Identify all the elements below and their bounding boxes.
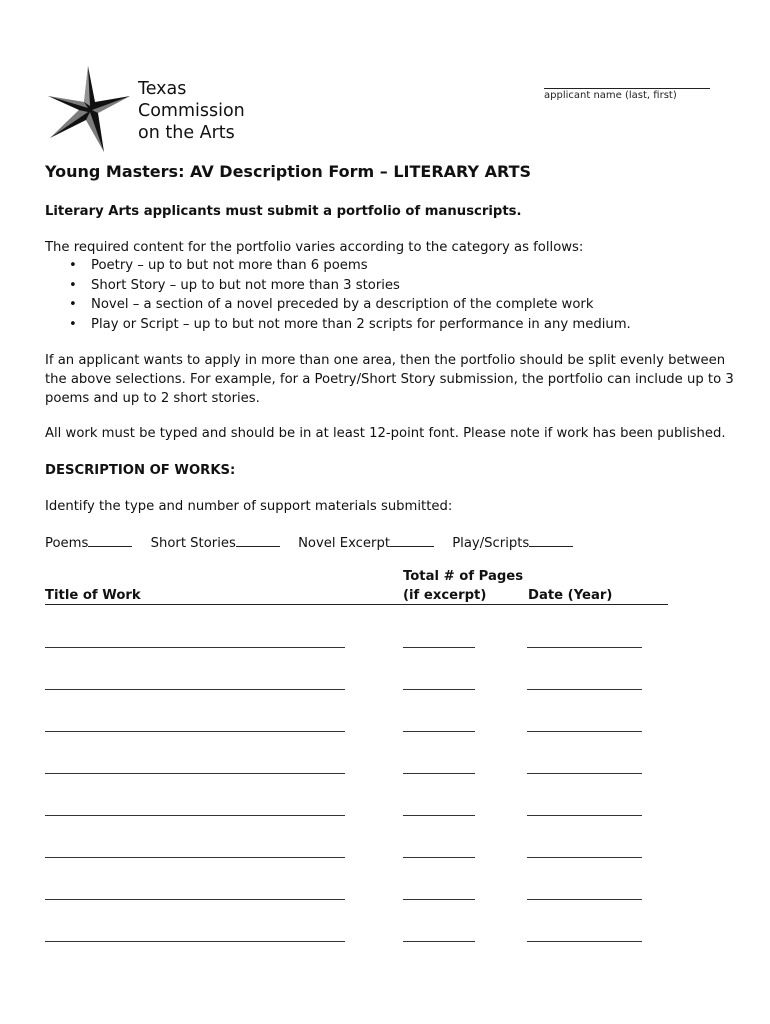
- short-stories-label: Short Stories: [150, 536, 236, 551]
- date-input[interactable]: [527, 689, 642, 690]
- list-item: • Poetry – up to but not more than 6 poems: [45, 256, 631, 276]
- identify-text: Identify the type and number of support materials submitted:: [45, 499, 453, 514]
- date-input[interactable]: [527, 941, 642, 942]
- pages-input[interactable]: [403, 773, 475, 774]
- intro-text: The required content for the portfolio varies according to the category as follows:: [45, 240, 584, 255]
- date-input[interactable]: [527, 857, 642, 858]
- title-of-work-input[interactable]: [45, 773, 345, 774]
- pages-input[interactable]: [403, 689, 475, 690]
- novel-excerpt-label: Novel Excerpt: [298, 536, 391, 551]
- date-input[interactable]: [527, 899, 642, 900]
- table-row: [45, 731, 645, 733]
- logo-line-1: Texas: [138, 79, 187, 99]
- play-scripts-label: Play/Scripts: [452, 536, 530, 551]
- section-heading: DESCRIPTION OF WORKS:: [45, 463, 236, 478]
- short-stories-input[interactable]: [236, 532, 280, 547]
- table-row: [45, 815, 645, 817]
- short-stories-field: [151, 532, 280, 551]
- pages-input[interactable]: [403, 647, 475, 648]
- portfolio-requirement: Literary Arts applicants must submit a portfolio of manuscripts.: [45, 204, 522, 219]
- table-row: [45, 689, 645, 691]
- applicant-name-field[interactable]: [544, 78, 710, 101]
- title-of-work-input[interactable]: [45, 689, 345, 690]
- pages-input[interactable]: [403, 899, 475, 900]
- title-of-work-input[interactable]: [45, 647, 345, 648]
- date-input[interactable]: [527, 815, 642, 816]
- logo-wordmark: [138, 78, 245, 144]
- category-list: [45, 256, 631, 334]
- title-of-work-input[interactable]: [45, 899, 345, 900]
- date-input[interactable]: [527, 731, 642, 732]
- title-of-work-input[interactable]: [45, 731, 345, 732]
- pages-input[interactable]: [403, 857, 475, 858]
- date-input[interactable]: [527, 773, 642, 774]
- novel-excerpt-input[interactable]: [390, 532, 434, 547]
- table-row: [45, 899, 645, 901]
- split-paragraph-line-1: If an applicant wants to apply in more than one area, then the portfolio should be split evenly between: [45, 353, 726, 368]
- list-item: • Novel – a section of a novel preceded by a description of the complete work: [45, 295, 631, 315]
- play-scripts-field: [452, 532, 573, 551]
- split-paragraph-line-2: the above selections. For example, for a Poetry/Short Story submission, the portfolio can include up to 3: [45, 372, 734, 387]
- form-title: Young Masters: AV Description Form – LITERARY ARTS: [45, 162, 532, 181]
- col-title-header: Title of Work: [45, 588, 141, 603]
- novel-excerpt-field: [298, 532, 434, 551]
- col-date-header: Date (Year): [528, 588, 613, 603]
- table-row: [45, 857, 645, 859]
- pages-input[interactable]: [403, 815, 475, 816]
- title-of-work-input[interactable]: [45, 941, 345, 942]
- table-row: [45, 647, 645, 649]
- col-pages-header-line-2: (if excerpt): [403, 588, 487, 603]
- pages-input[interactable]: [403, 941, 475, 942]
- logo-line-2: Commission: [138, 101, 245, 121]
- table-row: [45, 773, 645, 775]
- table-header-rule: [45, 604, 668, 605]
- title-of-work-input[interactable]: [45, 815, 345, 816]
- date-input[interactable]: [527, 647, 642, 648]
- poems-input[interactable]: [88, 532, 132, 547]
- poems-field: [45, 532, 132, 551]
- list-item: • Short Story – up to but not more than 3 stories: [45, 276, 631, 296]
- logo-line-3: on the Arts: [138, 123, 235, 143]
- split-paragraph-line-3: poems and up to 2 short stories.: [45, 391, 260, 406]
- applicant-name-line[interactable]: [544, 88, 710, 89]
- applicant-name-label: applicant name (last, first): [544, 90, 677, 101]
- pages-input[interactable]: [403, 731, 475, 732]
- list-item: • Play or Script – up to but not more than 2 scripts for performance in any medium.: [45, 315, 631, 335]
- table-row: [45, 941, 645, 943]
- col-pages-header-line-1: Total # of Pages: [403, 569, 524, 584]
- tca-logo: [46, 66, 266, 156]
- typed-note: All work must be typed and should be in at least 12-point font. Please note if work has been published.: [45, 426, 726, 441]
- star-icon: [46, 66, 136, 156]
- play-scripts-input[interactable]: [529, 532, 573, 547]
- material-count-fields: [45, 532, 587, 551]
- title-of-work-input[interactable]: [45, 857, 345, 858]
- poems-label: Poems: [45, 536, 89, 551]
